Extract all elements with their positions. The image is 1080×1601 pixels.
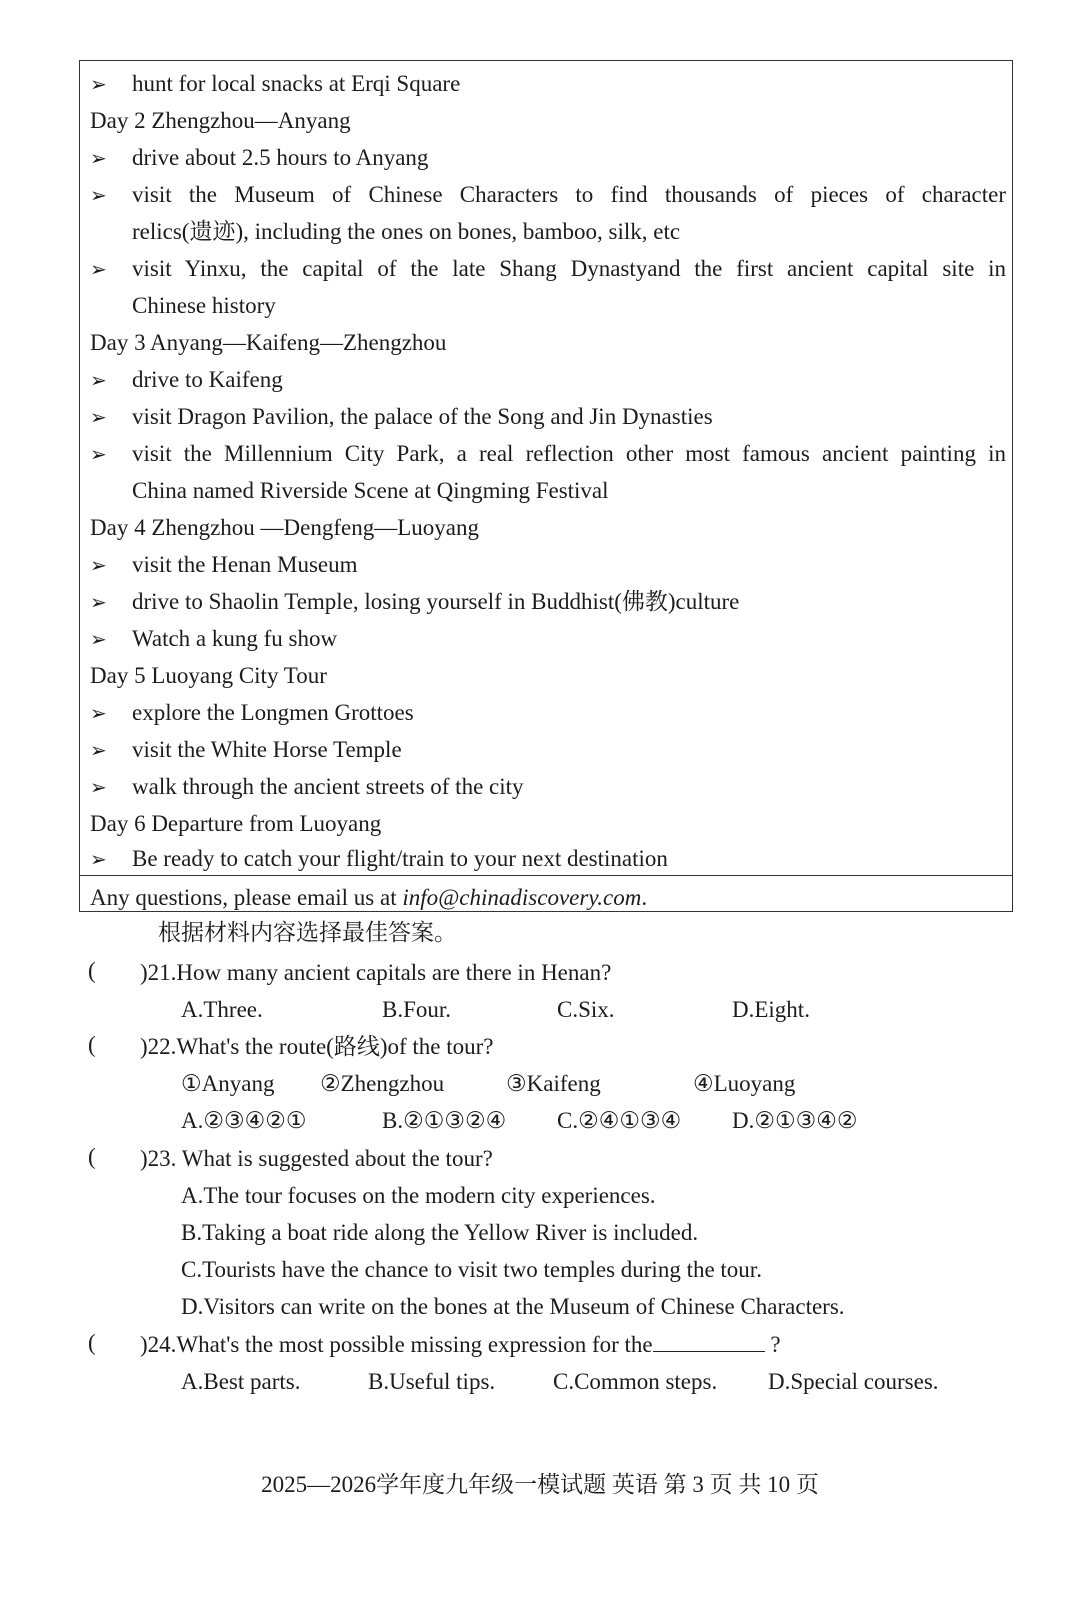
question-24: )24.What's the most possible missing expression for the ? — [140, 1332, 781, 1357]
arrow-bullet-icon: ➢ — [90, 627, 107, 651]
arrow-bullet-icon: ➢ — [90, 183, 107, 207]
itinerary-item-continued: China named Riverside Scene at Qingming Festival — [132, 478, 609, 503]
arrow-bullet-icon: ➢ — [90, 847, 107, 871]
option-d[interactable]: D.Visitors can write on the bones at the Museum of Chinese Characters. — [181, 1294, 845, 1319]
arrow-bullet-icon: ➢ — [90, 257, 107, 281]
arrow-bullet-icon: ➢ — [90, 368, 107, 392]
day-title: Day 6 Departure from Luoyang — [90, 811, 382, 836]
arrow-bullet-icon: ➢ — [90, 775, 107, 799]
option-a[interactable]: A.The tour focuses on the modern city experiences. — [181, 1183, 656, 1208]
arrow-bullet-icon: ➢ — [90, 590, 107, 614]
arrow-bullet-icon: ➢ — [90, 738, 107, 762]
day-title: Day 4 Zhengzhou —Dengfeng—Luoyang — [90, 515, 479, 540]
arrow-bullet-icon: ➢ — [90, 442, 107, 466]
arrow-bullet-icon: ➢ — [90, 701, 107, 725]
day-title: Day 5 Luoyang City Tour — [90, 663, 327, 688]
option-c[interactable]: C.Common steps. — [553, 1369, 718, 1394]
box-divider — [80, 875, 1012, 876]
option-c[interactable]: C.Tourists have the chance to visit two temples during the tour. — [181, 1257, 762, 1282]
option-b[interactable]: B.Taking a boat ride along the Yellow River is included. — [181, 1220, 699, 1245]
option-a[interactable]: A.②③④②① — [181, 1108, 307, 1133]
arrow-bullet-icon: ➢ — [90, 72, 107, 96]
option-b[interactable]: B.②①③②④ — [382, 1108, 507, 1133]
answer-blank[interactable] — [653, 1331, 765, 1352]
arrow-bullet-icon: ➢ — [90, 405, 107, 429]
option-d[interactable]: D.②①③④② — [732, 1108, 858, 1133]
option-b[interactable]: B.Useful tips. — [368, 1369, 496, 1394]
option-d[interactable]: D.Eight. — [732, 997, 810, 1022]
option-a[interactable]: A.Best parts. — [181, 1369, 301, 1394]
place-item: ①Anyang — [181, 1071, 275, 1096]
place-item: ④Luoyang — [693, 1071, 796, 1096]
place-item: ③Kaifeng — [506, 1071, 601, 1096]
place-item: ②Zhengzhou — [320, 1071, 445, 1096]
answer-paren[interactable]: ( — [88, 958, 96, 983]
option-b[interactable]: B.Four. — [382, 997, 452, 1022]
question-23: )23. What is suggested about the tour? — [140, 1146, 493, 1171]
option-a[interactable]: A.Three. — [181, 997, 263, 1022]
option-d[interactable]: D.Special courses. — [768, 1369, 939, 1394]
day-title: Day 3 Anyang—Kaifeng—Zhengzhou — [90, 330, 447, 355]
question-22: )22.What's the route(路线)of the tour? — [140, 1034, 494, 1059]
itinerary-item-continued: relics(遗迹), including the ones on bones, bamboo, silk, etc — [132, 219, 681, 244]
answer-paren[interactable]: ( — [88, 1032, 96, 1057]
day-title: Day 2 Zhengzhou—Anyang — [90, 108, 351, 133]
itinerary-item-continued: Chinese history — [132, 293, 276, 318]
answer-paren[interactable]: ( — [88, 1144, 96, 1169]
option-c[interactable]: C.②④①③④ — [557, 1108, 682, 1133]
page-footer: 2025—2026学年度九年级一模试题 英语 第 3 页 共 10 页 — [261, 1472, 819, 1497]
email-link[interactable]: info@chinadiscovery.com — [402, 885, 642, 910]
itinerary-box: ➢ hunt for local snacks at Erqi Square Day 2 Zhengzhou—Anyang ➢ drive about 2.5 hours to Anyang ➢ visit the Museum of Chinese Characters to find thousands of pieces of character relics(遗迹), including the ones on bones, bamboo, silk, etc ➢ visit Yinxu, the capital of the late Shang Dynastyand the first ancient capital site in Chinese history Day 3 Anyang—Kaifeng—Zhengzhou ➢ drive to Kaifeng ➢ visit Dragon Pavilion, the palace of the Song and Jin Dynasties ➢ visit the Millennium City Park, a real reflection other most famous ancient painting in China named Riverside Scene at Qingming Festival Day 4 Zhengzhou —Dengfeng—Luoyang ➢ visit the Henan Museum ➢ drive to Shaolin Temple, losing yourself in Buddhist(佛教)culture ➢ Watch a kung fu show Day 5 Luoyang City Tour ➢ explore the Longmen Grottoes ➢ visit the White Horse Temple ➢ walk through the ancient streets of the city Day 6 Departure from Luoyang ➢ Be ready to catch your flight/train to your next destination Any questions, please email us at info@chinadiscovery.com. — [79, 60, 1013, 912]
question-21: )21.How many ancient capitals are there in Henan? — [140, 960, 612, 985]
answer-paren[interactable]: ( — [88, 1330, 96, 1355]
option-c[interactable]: C.Six. — [557, 997, 615, 1022]
contact-line: Any questions, please email us at info@chinadiscovery.com. — [90, 885, 648, 910]
instruction: 根据材料内容选择最佳答案。 — [158, 920, 457, 945]
arrow-bullet-icon: ➢ — [90, 146, 107, 170]
arrow-bullet-icon: ➢ — [90, 553, 107, 577]
